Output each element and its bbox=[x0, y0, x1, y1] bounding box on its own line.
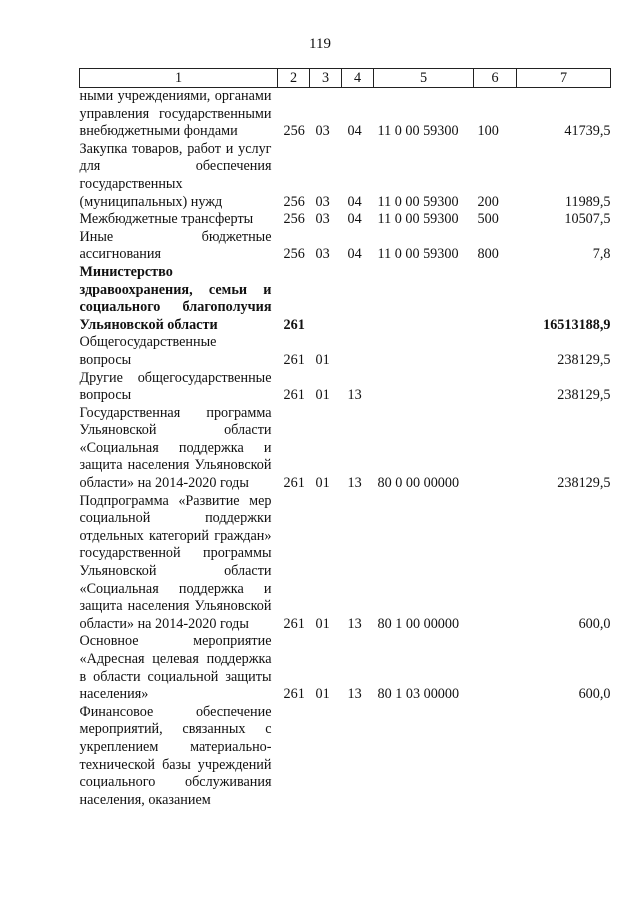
column-header-7: 7 bbox=[517, 69, 611, 88]
row-subsection: 04 bbox=[347, 193, 362, 210]
row-section: 03 bbox=[315, 193, 330, 210]
row-grbs: 261 bbox=[283, 387, 305, 404]
row-grbs: 256 bbox=[283, 193, 305, 210]
row-target-article bbox=[374, 704, 474, 810]
row-grbs: 261 bbox=[283, 316, 305, 333]
row-section: 03 bbox=[315, 123, 330, 140]
row-grbs: 261 bbox=[283, 615, 305, 632]
row-target-article bbox=[374, 370, 474, 405]
table-body bbox=[80, 88, 611, 810]
table-row bbox=[80, 229, 611, 264]
row-amount: 10507,5 bbox=[564, 211, 611, 228]
row-target-article: 80 1 03 00000 bbox=[377, 686, 460, 703]
row-name: Министерство здравоохранения, семьи и социального благополучия Ульяновской области bbox=[79, 263, 272, 333]
column-header-1: 1 bbox=[80, 69, 278, 88]
row-name: Финансовое обеспечение мероприятий, связанных с укреплением материально-технической базы учреждений социального обслуживания населения, оказанием bbox=[79, 703, 272, 808]
page-number: 119 bbox=[309, 36, 331, 52]
row-target-article bbox=[374, 334, 474, 369]
row-expense-type: 800 bbox=[477, 246, 499, 263]
row-section bbox=[310, 704, 342, 810]
row-expense-type bbox=[474, 264, 517, 334]
column-header-5: 5 bbox=[374, 69, 474, 88]
row-subsection: 13 bbox=[347, 615, 362, 632]
row-subsection bbox=[342, 704, 374, 810]
row-amount: 238129,5 bbox=[557, 387, 611, 404]
row-expense-type: 100 bbox=[477, 123, 499, 140]
budget-table bbox=[79, 68, 611, 809]
row-amount: 600,0 bbox=[578, 686, 611, 703]
row-section: 01 bbox=[315, 351, 330, 368]
row-expense-type bbox=[474, 334, 517, 369]
row-grbs: 261 bbox=[283, 475, 305, 492]
column-header-4: 4 bbox=[342, 69, 374, 88]
row-subsection: 04 bbox=[347, 246, 362, 263]
row-subsection: 13 bbox=[347, 475, 362, 492]
row-target-article: 11 0 00 59300 bbox=[377, 211, 459, 228]
table-row bbox=[80, 370, 611, 405]
row-name: Государственная программа Ульяновской области «Социальная поддержка и защита населения Ульяновской области» на 2014-2020 годы bbox=[79, 404, 272, 492]
row-grbs bbox=[278, 704, 310, 810]
row-amount: 41739,5 bbox=[564, 123, 611, 140]
row-target-article: 11 0 00 59300 bbox=[377, 193, 459, 210]
table-row bbox=[80, 211, 611, 229]
row-amount: 16513188,9 bbox=[543, 316, 611, 333]
row-target-article: 11 0 00 59300 bbox=[377, 246, 459, 263]
row-section: 03 bbox=[315, 211, 330, 228]
row-subsection: 04 bbox=[347, 123, 362, 140]
row-expense-type: 200 bbox=[477, 193, 499, 210]
row-amount: 238129,5 bbox=[557, 475, 611, 492]
row-target-article: 11 0 00 59300 bbox=[377, 123, 459, 140]
row-target-article: 80 0 00 00000 bbox=[377, 475, 460, 492]
column-header-3: 3 bbox=[310, 69, 342, 88]
table-row bbox=[80, 704, 611, 810]
row-section bbox=[310, 264, 342, 334]
row-expense-type: 500 bbox=[477, 211, 499, 228]
row-expense-type bbox=[474, 704, 517, 810]
row-grbs: 261 bbox=[283, 351, 305, 368]
table-row bbox=[80, 493, 611, 634]
row-name: Межбюджетные трансферты bbox=[79, 211, 254, 228]
row-subsection: 13 bbox=[347, 387, 362, 404]
row-amount: 238129,5 bbox=[557, 351, 611, 368]
row-name: Подпрограмма «Развитие мер социальной поддержки отдельных категорий граждан» государственной программы Ульяновской области «Социальная поддержка и защита населения Ульяновской области» на 2014-2020 годы bbox=[79, 492, 272, 632]
column-header-6: 6 bbox=[474, 69, 517, 88]
row-subsection bbox=[342, 334, 374, 369]
row-section: 03 bbox=[315, 246, 330, 263]
row-subsection bbox=[342, 264, 374, 334]
row-subsection: 13 bbox=[347, 686, 362, 703]
row-target-article bbox=[374, 264, 474, 334]
row-name: Общегосударственные вопросы bbox=[79, 334, 217, 368]
row-section: 01 bbox=[315, 387, 330, 404]
row-amount: 7,8 bbox=[592, 246, 611, 263]
row-name: ными учреждениями, органами управления государственными внебюджетными фондами bbox=[79, 88, 272, 140]
table-row bbox=[80, 633, 611, 703]
row-amount bbox=[517, 704, 611, 810]
row-section: 01 bbox=[315, 615, 330, 632]
row-name: Иные бюджетные ассигнования bbox=[79, 228, 272, 263]
row-amount: 600,0 bbox=[578, 615, 611, 632]
table-row bbox=[80, 334, 611, 369]
row-subsection: 04 bbox=[347, 211, 362, 228]
table-row bbox=[80, 141, 611, 211]
row-grbs: 256 bbox=[283, 123, 305, 140]
row-expense-type bbox=[474, 370, 517, 405]
table-row bbox=[80, 88, 611, 141]
row-expense-type bbox=[474, 405, 517, 493]
table-row bbox=[80, 405, 611, 493]
row-grbs: 256 bbox=[283, 211, 305, 228]
column-number-header bbox=[80, 69, 611, 88]
row-target-article: 80 1 00 00000 bbox=[377, 615, 460, 632]
row-expense-type bbox=[474, 633, 517, 703]
row-expense-type bbox=[474, 493, 517, 634]
row-amount: 11989,5 bbox=[564, 193, 611, 210]
table-row bbox=[80, 264, 611, 334]
row-grbs: 261 bbox=[283, 686, 305, 703]
row-name: Закупка товаров, работ и услуг для обеспечения государственных (муниципальных) нужд bbox=[79, 140, 272, 210]
column-header-2: 2 bbox=[278, 69, 310, 88]
row-name: Основное мероприятие «Адресная целевая поддержка в области социальной защиты населения» bbox=[79, 633, 272, 703]
row-section: 01 bbox=[315, 686, 330, 703]
row-section: 01 bbox=[315, 475, 330, 492]
row-grbs: 256 bbox=[283, 246, 305, 263]
row-name: Другие общегосударственные вопросы bbox=[79, 369, 272, 404]
